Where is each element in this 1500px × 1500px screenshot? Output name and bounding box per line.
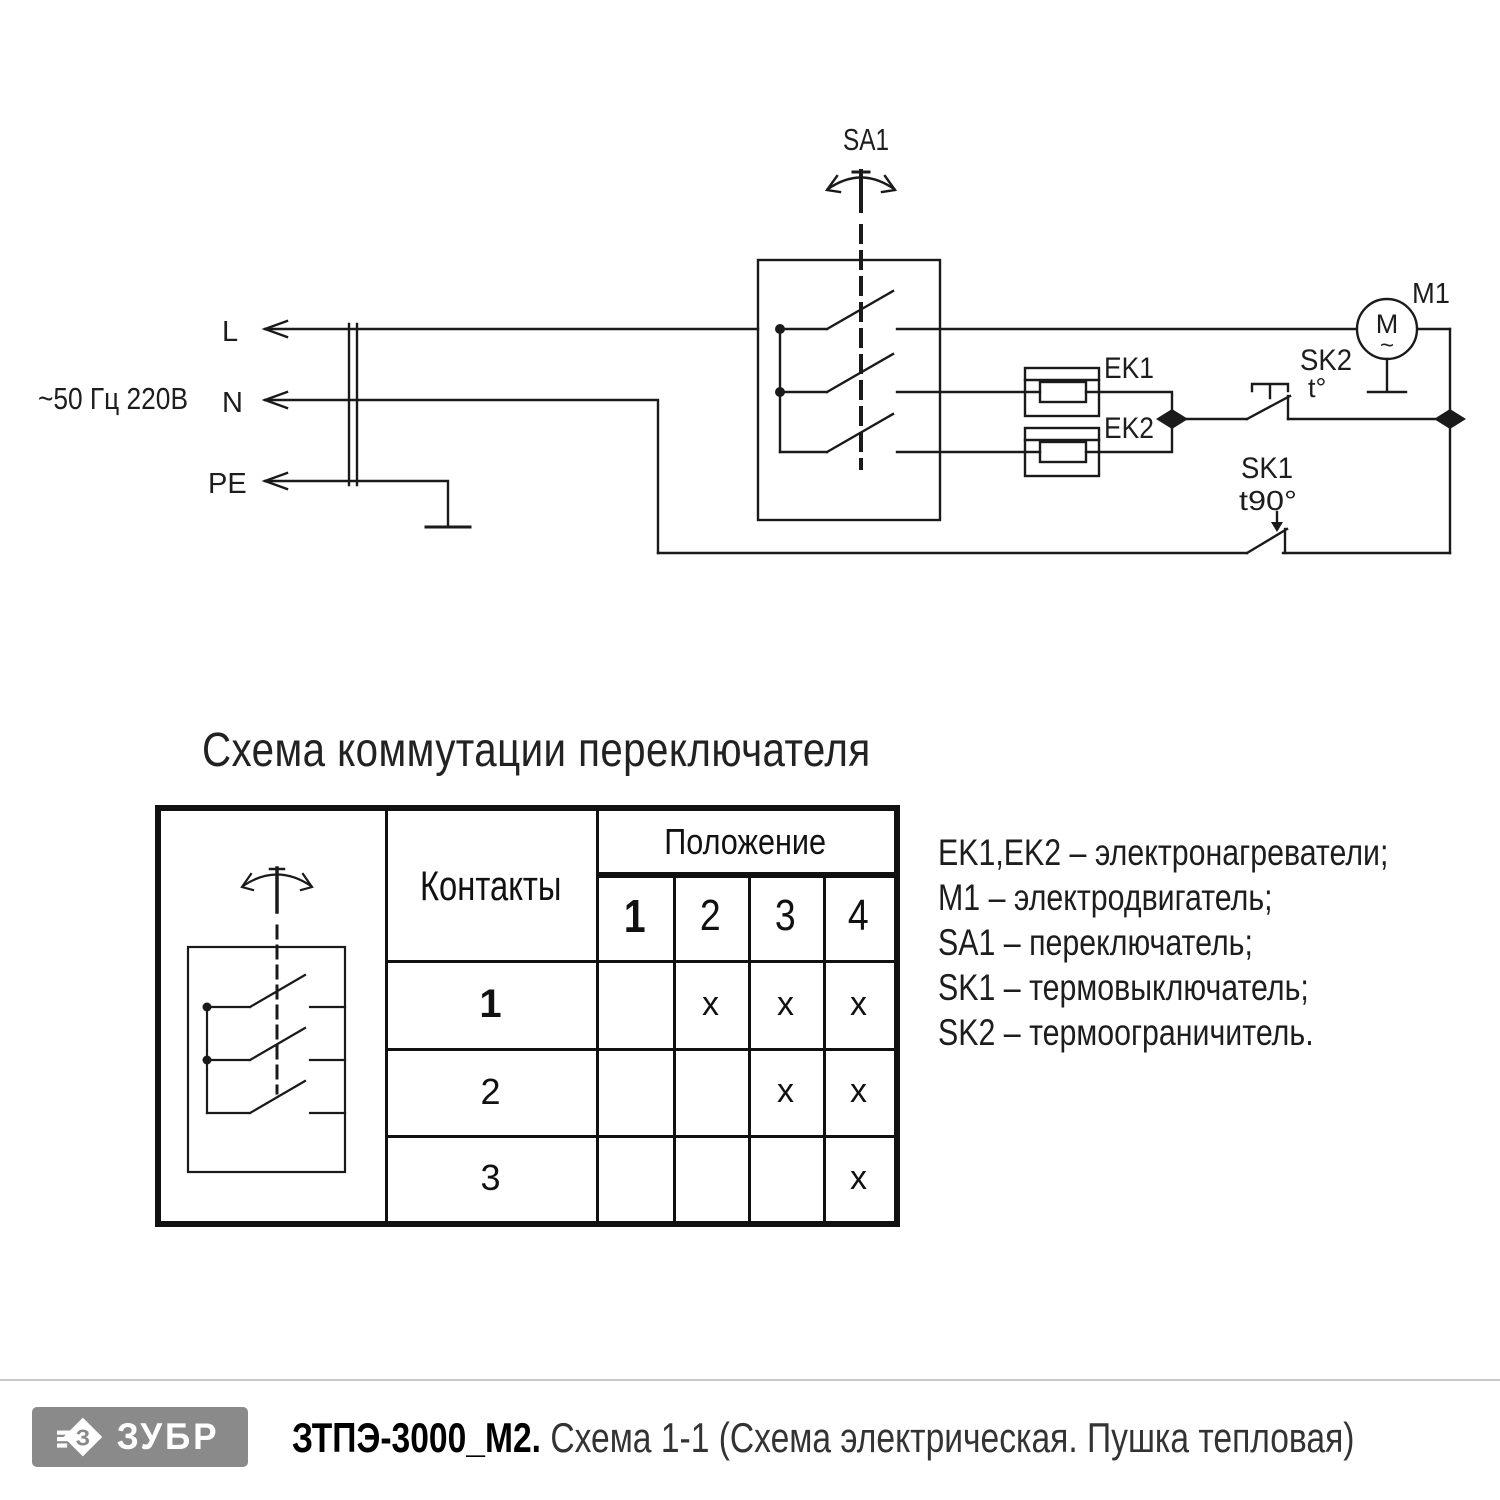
legend-item: SA1 – переключатель; [938, 922, 1253, 963]
ek1-heater-symbol [1025, 368, 1099, 416]
mark-cell: x [850, 1072, 867, 1110]
contacts-header: Контакты [419, 861, 562, 909]
mark-cell [673, 1135, 748, 1221]
position-2: 2 [700, 891, 721, 940]
position-header: Положение [664, 820, 826, 862]
zubr-logo [32, 1407, 248, 1467]
m1-label: M1 [1412, 278, 1450, 310]
mini-switch-symbol [160, 855, 370, 1185]
position-4: 4 [848, 891, 869, 940]
contact-row-label: 2 [480, 1070, 501, 1112]
connector-node-a [1434, 409, 1466, 429]
ek2-heater-symbol [1025, 428, 1099, 476]
wiring-diagram [0, 0, 1500, 700]
sk2-temp-label: t° [1308, 373, 1327, 403]
mark-cell [748, 1135, 823, 1221]
contact-row-label: 3 [480, 1157, 501, 1198]
position-1: 1 [623, 890, 646, 942]
mark-cell [596, 1048, 673, 1135]
terminal-n-label: N [222, 387, 243, 419]
scheme-description: Схема 1-1 (Схема электрическая. Пушка тепловая) [550, 1414, 1355, 1461]
line-pe-wire [265, 473, 470, 527]
position-3: 3 [775, 891, 796, 940]
footer-divider [0, 1379, 1500, 1381]
sa1-label: SA1 [843, 122, 889, 157]
mark-cell [673, 1048, 748, 1135]
motor-wave: ~ [1379, 332, 1395, 359]
sa1-switch-symbol [758, 171, 940, 520]
legend-item: EK1,EK2 – электронагреватели; [938, 832, 1389, 873]
terminal-pe-label: PE [208, 468, 247, 500]
document-title [292, 1414, 1500, 1462]
mark-cell: x [702, 984, 719, 1023]
connector-node-b [1156, 409, 1188, 429]
contact-row-label: 1 [479, 981, 502, 1026]
mark-cell: x [850, 1158, 867, 1197]
sk1-switch-symbol [658, 512, 1450, 553]
zubr-brand-text: ЗУБР [117, 1416, 220, 1457]
ek1-label: EK1 [1104, 352, 1154, 385]
m1-motor-symbol [1357, 299, 1450, 392]
legend-item: SK2 – термоограничитель. [938, 1012, 1314, 1053]
zubr-logo-letter: З [76, 1424, 91, 1451]
model-name: ЗТПЭ-3000_М2. [292, 1414, 541, 1461]
mark-cell [596, 960, 673, 1048]
sk1-actuator-icon [1271, 522, 1283, 532]
motor-letter: M [1375, 309, 1399, 339]
sk1-temp-label: t90° [1239, 485, 1297, 516]
commutation-title: Схема коммутации переключателя [202, 724, 871, 777]
line-n-wire [265, 392, 658, 553]
line-l-wire [265, 321, 758, 337]
zubr-logo-icon [57, 1413, 105, 1461]
cable-entry-bars [349, 324, 357, 485]
sk2-switch-symbol [1247, 384, 1450, 419]
legend-item: M1 – электродвигатель; [938, 877, 1273, 918]
sk2-label: SK2 [1300, 344, 1352, 377]
terminal-l-label: L [222, 316, 239, 348]
mark-cell: x [777, 984, 794, 1023]
legend-item: SK1 – термовыключатель; [938, 967, 1309, 1008]
ek2-label: EK2 [1104, 412, 1154, 445]
mark-cell: x [777, 1072, 794, 1110]
power-rating-label: ~50 Гц 220В [38, 381, 188, 416]
mark-cell [596, 1135, 673, 1221]
mark-cell: x [850, 984, 867, 1023]
sk1-label: SK1 [1241, 452, 1293, 485]
